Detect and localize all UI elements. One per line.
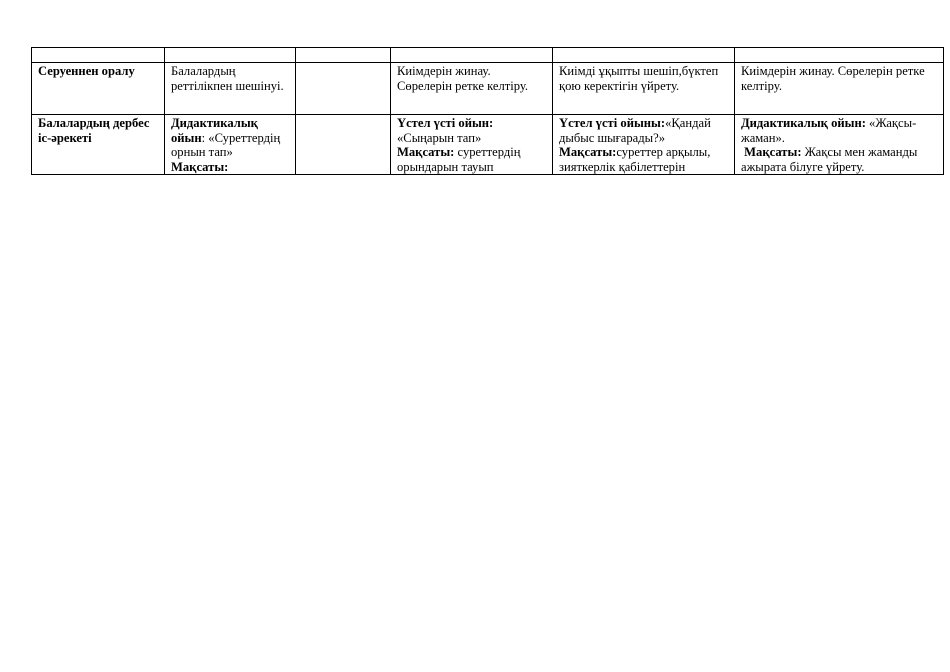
table-cell (735, 48, 944, 63)
table-cell (296, 48, 391, 63)
table-row-empty (32, 48, 944, 63)
table-cell (553, 48, 735, 63)
return-cell-2 (296, 63, 391, 115)
game-label: Үстел үсті ойыны: (559, 116, 666, 130)
goal-label: Мақсаты: (559, 145, 617, 160)
game-label: Дидактикалық ойын: (741, 116, 866, 130)
goal-text: Жақсы мен жаманды ажырата білуге үйрету. (741, 145, 918, 174)
table-cell (391, 48, 553, 63)
game-name: «Жақсы-жаман». (741, 116, 917, 145)
table-cell (32, 48, 165, 63)
game-label: Дидактикалық ойын (171, 116, 258, 145)
table-cell (165, 48, 296, 63)
game-name: : «Суреттердің орнын тап» (171, 130, 281, 160)
table-row-activity (32, 115, 944, 175)
plan-table (31, 47, 944, 175)
row-label-activity: Балалардың дербес іс-әрекеті (32, 115, 165, 175)
activity-cell-2 (296, 115, 391, 175)
activity-cell-3 (391, 115, 553, 175)
goal-text: суреттердің орындарын тауып (397, 145, 521, 174)
return-cell-4: Киімді ұқыпты шешіп,бүктеп қою керектігін үйрету. (553, 63, 735, 115)
row-label-return: Серуеннен оралу (32, 63, 165, 115)
activity-cell-5 (735, 115, 944, 175)
goal-text: суреттер арқылы, зияткерлік қабілеттерін (559, 145, 711, 174)
goal-label: Мақсаты: (744, 145, 802, 160)
goal-label: Мақсаты: (397, 145, 455, 160)
game-name: «Қандай дыбыс шығарады?» (559, 116, 711, 145)
game-name: «Сыңарын тап» (397, 130, 482, 145)
table-row-return (32, 63, 944, 115)
goal-label: Мақсаты: (171, 159, 229, 174)
return-cell-1: Балалардың реттілікпен шешінуі. (165, 63, 296, 115)
activity-cell-4 (553, 115, 735, 175)
activity-cell-1 (165, 115, 296, 175)
return-cell-3: Киімдерін жинау. Сөрелерін ретке келтіру. (391, 63, 553, 115)
game-label: Үстел үсті ойын: (397, 116, 494, 130)
return-cell-5: Киімдерін жинау. Сөрелерін ретке келтіру. (735, 63, 944, 115)
